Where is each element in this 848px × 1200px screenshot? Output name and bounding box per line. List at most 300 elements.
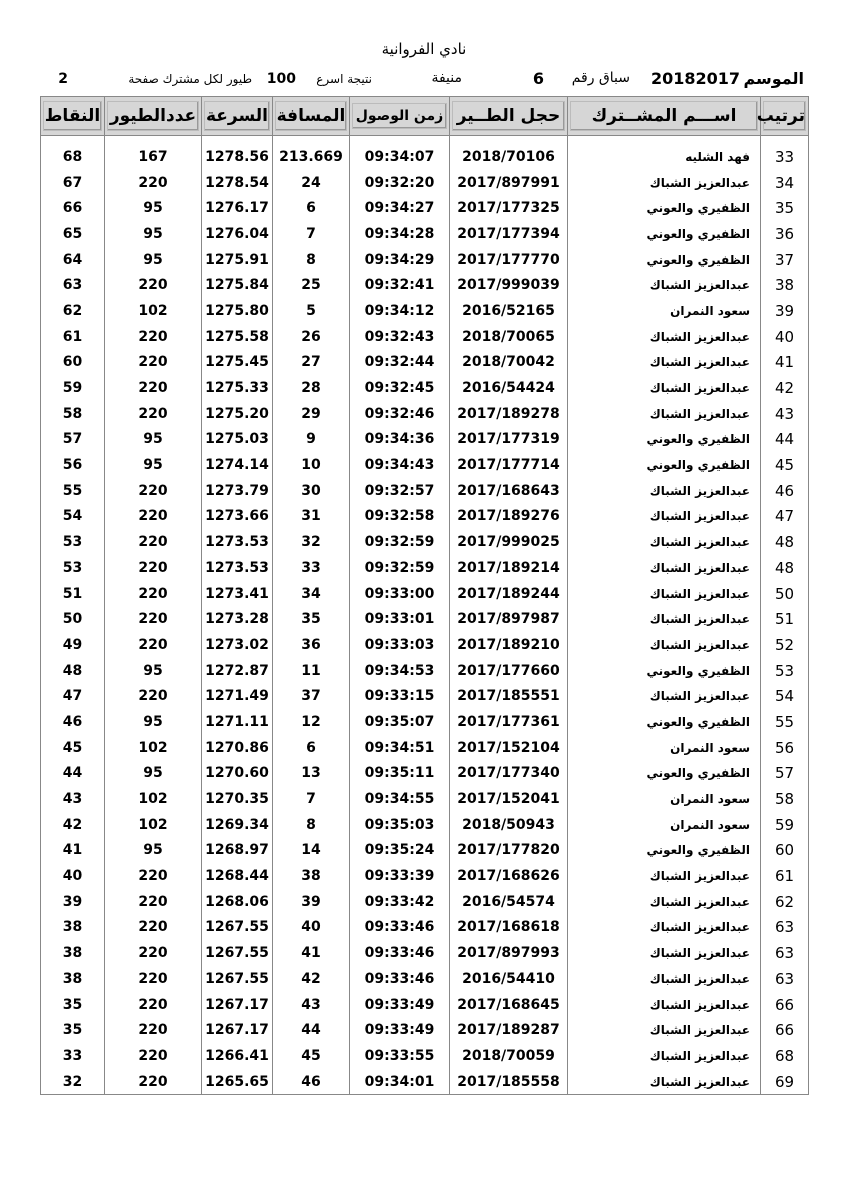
bird-count-cell: 220 — [105, 915, 202, 941]
points-cell: 57 — [41, 427, 105, 453]
name-cell: عبدالعزيز الشباك — [568, 555, 761, 581]
bird-count-cell: 95 — [105, 838, 202, 864]
name-cell: عبدالعزيز الشباك — [568, 324, 761, 350]
bird-count-cell: 220 — [105, 1043, 202, 1069]
rank-cell: 37 — [761, 247, 809, 273]
speed-cell: 1276.04 — [202, 221, 273, 247]
rank-cell: 57 — [761, 761, 809, 787]
points-cell: 55 — [41, 478, 105, 504]
speed-cell: 1266.41 — [202, 1043, 273, 1069]
rank-cell: 63 — [761, 940, 809, 966]
speed-cell: 1278.54 — [202, 170, 273, 196]
name-cell: الظفيري والعوني — [568, 658, 761, 684]
speed-cell: 1267.17 — [202, 1017, 273, 1043]
result-count: 100 — [266, 71, 296, 87]
bird-count-cell: 220 — [105, 529, 202, 555]
arrival-time-cell: 09:32:57 — [350, 478, 450, 504]
points-cell: 35 — [41, 992, 105, 1018]
arrival-time-cell: 09:32:44 — [350, 350, 450, 376]
rank-cell: 48 — [761, 529, 809, 555]
arrival-time-cell: 09:33:15 — [350, 683, 450, 709]
ring-cell: 2017/189214 — [450, 555, 568, 581]
ring-cell: 2017/185551 — [450, 683, 568, 709]
speed-cell: 1267.17 — [202, 992, 273, 1018]
speed-cell: 1267.55 — [202, 966, 273, 992]
points-cell: 56 — [41, 452, 105, 478]
page-number: 2 — [58, 71, 68, 87]
bird-count-cell: 167 — [105, 144, 202, 170]
race-label: سباق رقم — [571, 70, 630, 86]
rank-cell: 46 — [761, 478, 809, 504]
rank-cell: 60 — [761, 838, 809, 864]
bird-count-cell: 95 — [105, 221, 202, 247]
bird-count-cell: 95 — [105, 658, 202, 684]
name-cell: عبدالعزيز الشباك — [568, 478, 761, 504]
table-row — [41, 427, 809, 453]
rank-cell: 36 — [761, 221, 809, 247]
name-cell: الظفيري والعوني — [568, 195, 761, 221]
ring-cell: 2017/999039 — [450, 272, 568, 298]
points-cell: 43 — [41, 786, 105, 812]
table-row — [41, 581, 809, 607]
speed-cell: 1268.44 — [202, 863, 273, 889]
distance-cell: 11 — [273, 658, 350, 684]
table-row — [41, 761, 809, 787]
rank-cell: 55 — [761, 709, 809, 735]
speed-cell: 1275.84 — [202, 272, 273, 298]
table-row — [41, 812, 809, 838]
arrival-time-cell: 09:35:07 — [350, 709, 450, 735]
speed-cell: 1265.65 — [202, 1069, 273, 1095]
rank-cell: 39 — [761, 298, 809, 324]
points-cell: 66 — [41, 195, 105, 221]
rank-cell: 56 — [761, 735, 809, 761]
distance-cell: 10 — [273, 452, 350, 478]
location: منيفة — [431, 70, 462, 86]
table-row — [41, 555, 809, 581]
points-cell: 51 — [41, 581, 105, 607]
arrival-time-cell: 09:34:29 — [350, 247, 450, 273]
arrival-time-cell: 09:34:12 — [350, 298, 450, 324]
ring-cell: 2017/897991 — [450, 170, 568, 196]
ring-cell: 2017/189278 — [450, 401, 568, 427]
bird-count-cell: 102 — [105, 786, 202, 812]
points-cell: 62 — [41, 298, 105, 324]
table-row — [41, 786, 809, 812]
name-cell: عبدالعزيز الشباك — [568, 863, 761, 889]
speed-cell: 1275.03 — [202, 427, 273, 453]
points-cell: 49 — [41, 632, 105, 658]
ring-cell: 2017/999025 — [450, 529, 568, 555]
speed-cell: 1273.02 — [202, 632, 273, 658]
bird-count-cell: 102 — [105, 812, 202, 838]
arrival-time-cell: 09:32:45 — [350, 375, 450, 401]
rank-cell: 63 — [761, 915, 809, 941]
distance-cell: 6 — [273, 195, 350, 221]
bird-count-cell: 220 — [105, 683, 202, 709]
distance-cell: 38 — [273, 863, 350, 889]
rank-cell: 62 — [761, 889, 809, 915]
name-cell: عبدالعزيز الشباك — [568, 992, 761, 1018]
col-header-points: النقاط — [41, 97, 105, 136]
ring-cell: 2017/177319 — [450, 427, 568, 453]
ring-cell: 2017/168618 — [450, 915, 568, 941]
bird-count-cell: 95 — [105, 761, 202, 787]
arrival-time-cell: 09:32:41 — [350, 272, 450, 298]
ring-cell: 2017/185558 — [450, 1069, 568, 1095]
arrival-time-cell: 09:32:58 — [350, 504, 450, 530]
distance-cell: 44 — [273, 1017, 350, 1043]
ring-cell: 2016/54424 — [450, 375, 568, 401]
table-row — [41, 195, 809, 221]
ring-cell: 2017/177770 — [450, 247, 568, 273]
ring-cell: 2018/70106 — [450, 144, 568, 170]
table-row — [41, 709, 809, 735]
table-row — [41, 247, 809, 273]
results-table — [40, 96, 809, 1095]
speed-cell: 1273.79 — [202, 478, 273, 504]
arrival-time-cell: 09:32:43 — [350, 324, 450, 350]
distance-cell: 12 — [273, 709, 350, 735]
distance-cell: 14 — [273, 838, 350, 864]
points-cell: 40 — [41, 863, 105, 889]
name-cell: سعود النمران — [568, 786, 761, 812]
distance-cell: 43 — [273, 992, 350, 1018]
col-header-ring: حجل الطــير — [450, 97, 568, 136]
rank-cell: 38 — [761, 272, 809, 298]
speed-cell: 1270.86 — [202, 735, 273, 761]
table-row — [41, 375, 809, 401]
bird-count-cell: 220 — [105, 478, 202, 504]
per-page-label: طيور لكل مشترك صفحة — [128, 72, 252, 86]
bird-count-cell: 102 — [105, 735, 202, 761]
speed-cell: 1267.55 — [202, 915, 273, 941]
distance-cell: 213.669 — [273, 144, 350, 170]
bird-count-cell: 102 — [105, 298, 202, 324]
bird-count-cell: 220 — [105, 170, 202, 196]
rank-cell: 41 — [761, 350, 809, 376]
table-row — [41, 683, 809, 709]
name-cell: عبدالعزيز الشباك — [568, 1069, 761, 1095]
distance-cell: 26 — [273, 324, 350, 350]
rank-cell: 45 — [761, 452, 809, 478]
name-cell: عبدالعزيز الشباك — [568, 683, 761, 709]
results-body — [41, 136, 809, 1095]
ring-cell: 2017/168645 — [450, 992, 568, 1018]
ring-cell: 2017/189287 — [450, 1017, 568, 1043]
distance-cell: 39 — [273, 889, 350, 915]
ring-cell: 2017/177714 — [450, 452, 568, 478]
points-cell: 38 — [41, 966, 105, 992]
ring-cell: 2017/897993 — [450, 940, 568, 966]
distance-cell: 37 — [273, 683, 350, 709]
speed-cell: 1275.58 — [202, 324, 273, 350]
distance-cell: 32 — [273, 529, 350, 555]
table-row — [41, 170, 809, 196]
rank-cell: 54 — [761, 683, 809, 709]
name-cell: عبدالعزيز الشباك — [568, 504, 761, 530]
arrival-time-cell: 09:33:42 — [350, 889, 450, 915]
distance-cell: 40 — [273, 915, 350, 941]
table-header-row — [41, 97, 809, 136]
table-row — [41, 1017, 809, 1043]
rank-cell: 34 — [761, 170, 809, 196]
bird-count-cell: 220 — [105, 992, 202, 1018]
bird-count-cell: 220 — [105, 863, 202, 889]
ring-cell: 2017/152104 — [450, 735, 568, 761]
points-cell: 39 — [41, 889, 105, 915]
table-row — [41, 1043, 809, 1069]
bird-count-cell: 220 — [105, 401, 202, 427]
table-row — [41, 1069, 809, 1095]
arrival-time-cell: 09:34:07 — [350, 144, 450, 170]
name-cell: الظفيري والعوني — [568, 247, 761, 273]
result-label: نتيجة اسرع — [316, 72, 372, 86]
distance-cell: 25 — [273, 272, 350, 298]
table-row — [41, 452, 809, 478]
ring-cell: 2017/152041 — [450, 786, 568, 812]
points-cell: 53 — [41, 555, 105, 581]
speed-cell: 1270.60 — [202, 761, 273, 787]
name-cell: سعود النمران — [568, 812, 761, 838]
table-row — [41, 504, 809, 530]
arrival-time-cell: 09:33:46 — [350, 940, 450, 966]
speed-cell: 1273.66 — [202, 504, 273, 530]
header-spacer — [41, 136, 809, 145]
bird-count-cell: 220 — [105, 966, 202, 992]
distance-cell: 9 — [273, 427, 350, 453]
ring-cell: 2017/168643 — [450, 478, 568, 504]
arrival-time-cell: 09:33:03 — [350, 632, 450, 658]
name-cell: الظفيري والعوني — [568, 221, 761, 247]
rank-cell: 69 — [761, 1069, 809, 1095]
name-cell: عبدالعزيز الشباك — [568, 606, 761, 632]
arrival-time-cell: 09:34:53 — [350, 658, 450, 684]
col-header-speed: السرعة — [202, 97, 273, 136]
race-number: 6 — [532, 69, 544, 88]
distance-cell: 45 — [273, 1043, 350, 1069]
points-cell: 53 — [41, 529, 105, 555]
table-row — [41, 889, 809, 915]
distance-cell: 24 — [273, 170, 350, 196]
speed-cell: 1267.55 — [202, 940, 273, 966]
table-row — [41, 658, 809, 684]
rank-cell: 43 — [761, 401, 809, 427]
name-cell: الظفيري والعوني — [568, 427, 761, 453]
arrival-time-cell: 09:32:46 — [350, 401, 450, 427]
rank-cell: 48 — [761, 555, 809, 581]
ring-cell: 2017/177394 — [450, 221, 568, 247]
speed-cell: 1276.17 — [202, 195, 273, 221]
table-row — [41, 144, 809, 170]
bird-count-cell: 220 — [105, 504, 202, 530]
bird-count-cell: 95 — [105, 247, 202, 273]
points-cell: 35 — [41, 1017, 105, 1043]
ring-cell: 2017/177340 — [450, 761, 568, 787]
arrival-time-cell: 09:34:55 — [350, 786, 450, 812]
points-cell: 47 — [41, 683, 105, 709]
ring-cell: 2017/177660 — [450, 658, 568, 684]
points-cell: 38 — [41, 940, 105, 966]
points-cell: 50 — [41, 606, 105, 632]
name-cell: عبدالعزيز الشباك — [568, 1043, 761, 1069]
speed-cell: 1274.14 — [202, 452, 273, 478]
arrival-time-cell: 09:33:00 — [350, 581, 450, 607]
distance-cell: 7 — [273, 786, 350, 812]
points-cell: 58 — [41, 401, 105, 427]
name-cell: فهد الشليه — [568, 144, 761, 170]
bird-count-cell: 95 — [105, 452, 202, 478]
ring-cell: 2017/897987 — [450, 606, 568, 632]
speed-cell: 1269.34 — [202, 812, 273, 838]
arrival-time-cell: 09:34:01 — [350, 1069, 450, 1095]
name-cell: عبدالعزيز الشباك — [568, 1017, 761, 1043]
bird-count-cell: 220 — [105, 606, 202, 632]
ring-cell: 2017/168626 — [450, 863, 568, 889]
bird-count-cell: 220 — [105, 350, 202, 376]
distance-cell: 42 — [273, 966, 350, 992]
points-cell: 41 — [41, 838, 105, 864]
rank-cell: 44 — [761, 427, 809, 453]
name-cell: عبدالعزيز الشباك — [568, 915, 761, 941]
bird-count-cell: 95 — [105, 427, 202, 453]
rank-cell: 63 — [761, 966, 809, 992]
speed-cell: 1275.91 — [202, 247, 273, 273]
arrival-time-cell: 09:34:28 — [350, 221, 450, 247]
arrival-time-cell: 09:35:03 — [350, 812, 450, 838]
ring-cell: 2016/54574 — [450, 889, 568, 915]
ring-cell: 2016/52165 — [450, 298, 568, 324]
table-row — [41, 221, 809, 247]
distance-cell: 27 — [273, 350, 350, 376]
table-row — [41, 324, 809, 350]
points-cell: 38 — [41, 915, 105, 941]
col-header-distance: المسافة — [273, 97, 350, 136]
distance-cell: 8 — [273, 812, 350, 838]
ring-cell: 2018/70065 — [450, 324, 568, 350]
name-cell: عبدالعزيز الشباك — [568, 401, 761, 427]
bird-count-cell: 220 — [105, 324, 202, 350]
table-row — [41, 966, 809, 992]
ring-cell: 2017/177820 — [450, 838, 568, 864]
rank-cell: 47 — [761, 504, 809, 530]
table-row — [41, 401, 809, 427]
speed-cell: 1272.87 — [202, 658, 273, 684]
table-row — [41, 940, 809, 966]
ring-cell: 2017/177361 — [450, 709, 568, 735]
table-row — [41, 632, 809, 658]
bird-count-cell: 95 — [105, 195, 202, 221]
bird-count-cell: 220 — [105, 632, 202, 658]
name-cell: عبدالعزيز الشباك — [568, 170, 761, 196]
col-header-name: اســـم المشــترك — [568, 97, 761, 136]
speed-cell: 1271.49 — [202, 683, 273, 709]
rank-cell: 68 — [761, 1043, 809, 1069]
bird-count-cell: 220 — [105, 555, 202, 581]
speed-cell: 1273.53 — [202, 529, 273, 555]
ring-cell: 2017/177325 — [450, 195, 568, 221]
points-cell: 54 — [41, 504, 105, 530]
speed-cell: 1275.33 — [202, 375, 273, 401]
name-cell: الظفيري والعوني — [568, 761, 761, 787]
speed-cell: 1278.56 — [202, 144, 273, 170]
arrival-time-cell: 09:33:55 — [350, 1043, 450, 1069]
arrival-time-cell: 09:33:46 — [350, 915, 450, 941]
speed-cell: 1271.11 — [202, 709, 273, 735]
col-header-birds: عددالطيور — [105, 97, 202, 136]
name-cell: عبدالعزيز الشباك — [568, 966, 761, 992]
speed-cell: 1270.35 — [202, 786, 273, 812]
name-cell: عبدالعزيز الشباك — [568, 529, 761, 555]
rank-cell: 53 — [761, 658, 809, 684]
points-cell: 44 — [41, 761, 105, 787]
distance-cell: 35 — [273, 606, 350, 632]
race-info-row — [40, 66, 808, 92]
rank-cell: 35 — [761, 195, 809, 221]
table-row — [41, 529, 809, 555]
speed-cell: 1268.97 — [202, 838, 273, 864]
distance-cell: 46 — [273, 1069, 350, 1095]
speed-cell: 1275.20 — [202, 401, 273, 427]
bird-count-cell: 220 — [105, 375, 202, 401]
bird-count-cell: 220 — [105, 940, 202, 966]
table-row — [41, 838, 809, 864]
club-title: نادي الفروانية — [381, 40, 467, 58]
ring-cell: 2018/70042 — [450, 350, 568, 376]
col-header-time: زمن الوصول — [350, 97, 450, 136]
name-cell: عبدالعزيز الشباك — [568, 632, 761, 658]
name-cell: عبدالعزيز الشباك — [568, 375, 761, 401]
arrival-time-cell: 09:35:24 — [350, 838, 450, 864]
name-cell: سعود النمران — [568, 298, 761, 324]
name-cell: الظفيري والعوني — [568, 709, 761, 735]
rank-cell: 52 — [761, 632, 809, 658]
bird-count-cell: 220 — [105, 272, 202, 298]
points-cell: 32 — [41, 1069, 105, 1095]
points-cell: 60 — [41, 350, 105, 376]
ring-cell: 2017/189244 — [450, 581, 568, 607]
rank-cell: 61 — [761, 863, 809, 889]
name-cell: عبدالعزيز الشباك — [568, 272, 761, 298]
distance-cell: 36 — [273, 632, 350, 658]
distance-cell: 33 — [273, 555, 350, 581]
speed-cell: 1273.41 — [202, 581, 273, 607]
bird-count-cell: 220 — [105, 1017, 202, 1043]
points-cell: 48 — [41, 658, 105, 684]
table-row — [41, 350, 809, 376]
name-cell: عبدالعزيز الشباك — [568, 940, 761, 966]
arrival-time-cell: 09:34:36 — [350, 427, 450, 453]
rank-cell: 66 — [761, 1017, 809, 1043]
ring-cell: 2017/189210 — [450, 632, 568, 658]
name-cell: سعود النمران — [568, 735, 761, 761]
points-cell: 64 — [41, 247, 105, 273]
arrival-time-cell: 09:34:27 — [350, 195, 450, 221]
table-row — [41, 863, 809, 889]
points-cell: 46 — [41, 709, 105, 735]
distance-cell: 6 — [273, 735, 350, 761]
speed-cell: 1273.53 — [202, 555, 273, 581]
ring-cell: 2018/50943 — [450, 812, 568, 838]
rank-cell: 58 — [761, 786, 809, 812]
arrival-time-cell: 09:33:39 — [350, 863, 450, 889]
distance-cell: 41 — [273, 940, 350, 966]
col-header-rank: ترتيب — [761, 97, 809, 136]
arrival-time-cell: 09:32:20 — [350, 170, 450, 196]
ring-cell: 2018/70059 — [450, 1043, 568, 1069]
table-row — [41, 915, 809, 941]
arrival-time-cell: 09:35:11 — [350, 761, 450, 787]
